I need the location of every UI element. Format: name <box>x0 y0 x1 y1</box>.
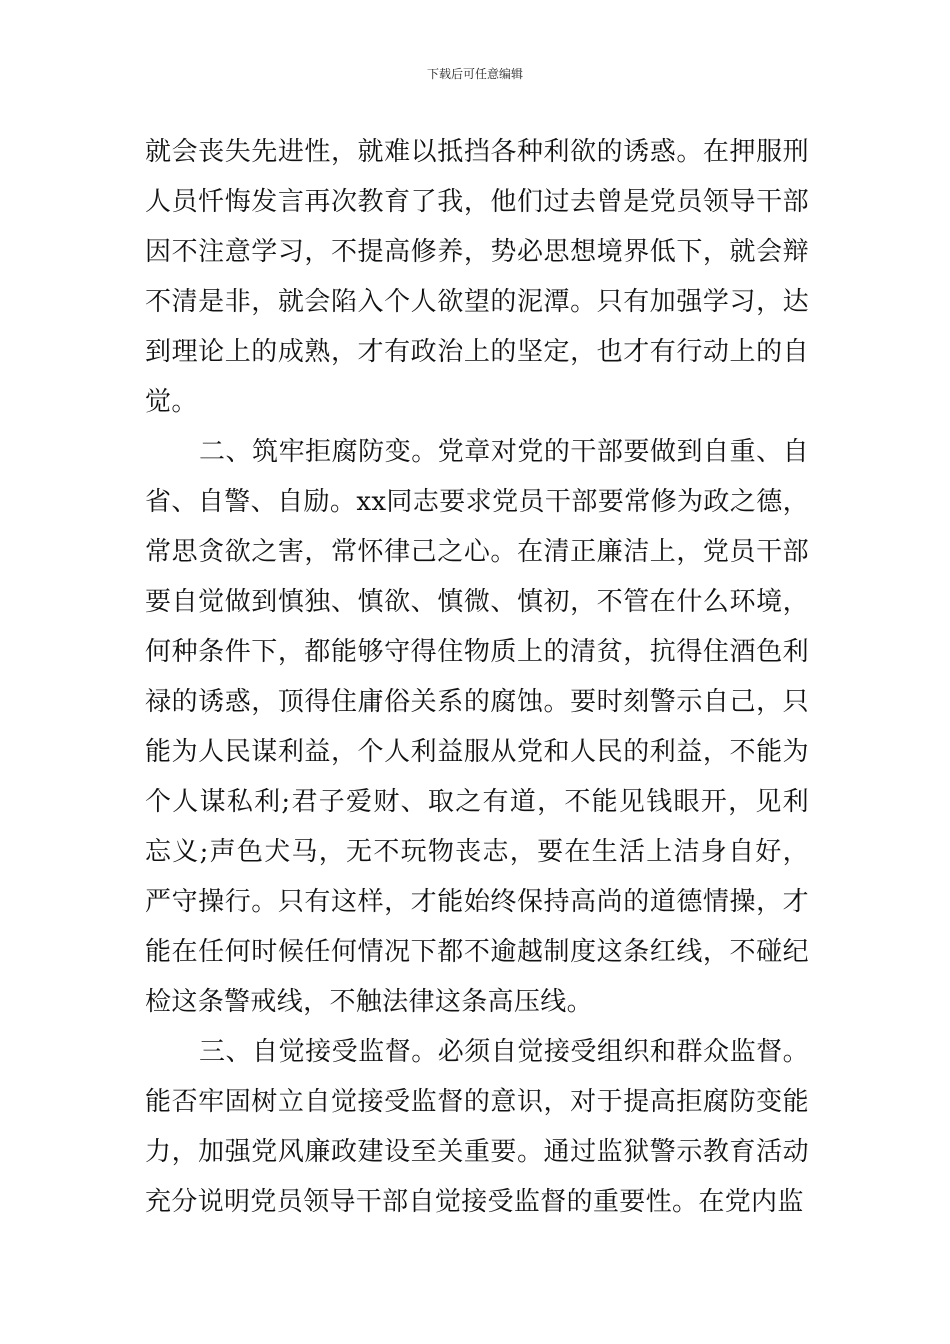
document-body <box>145 127 809 1227</box>
paragraph-section-three: 三、自觉接受监督。必须自觉接受组织和群众监督。能否牢固树立自觉接受监督的意识，对于提高拒腐防变能力，加强党风廉政建设至关重要。通过监狱警示教育活动充分说明党员领导干部自觉接受监督的重要性。在党内监 <box>145 1037 809 1217</box>
paragraph-continuation: 就会丧失先进性，就难以抵挡各种利欲的诱惑。在押服刑人员忏悔发言再次教育了我，他们过去曾是党员领导干部因不注意学习，不提高修养，势必思想境界低下，就会辩不清是非，就会陷入个人欲望的泥潭。只有加强学习，达到理论上的成熟，才有政治上的坚定，也才有行动上的自觉。 <box>145 137 809 417</box>
paragraph-section-two: 二、筑牢拒腐防变。党章对党的干部要做到自重、自省、自警、自励。xx同志要求党员干部要常修为政之德，常思贪欲之害，常怀律己之心。在清正廉洁上，党员干部要自觉做到慎独、慎欲、慎微、慎初，不管在什么环境，何种条件下，都能够守得住物质上的清贫，抗得住酒色利禄的诱惑，顶得住庸俗关系的腐蚀。要时刻警示自己，只能为人民谋利益，个人利益服从党和人民的利益，不能为个人谋私利;君子爱财、取之有道，不能见钱眼开，见利忘义;声色犬马，无不玩物丧志，要在生活上洁身自好，严守操行。只有这样，才能始终保持高尚的道德情操，才能在任何时候任何情况下都不逾越制度这条红线，不碰纪检这条警戒线，不触法律这条高压线。 <box>145 437 809 1017</box>
page-header: 下载后可任意编辑 <box>426 67 523 81</box>
